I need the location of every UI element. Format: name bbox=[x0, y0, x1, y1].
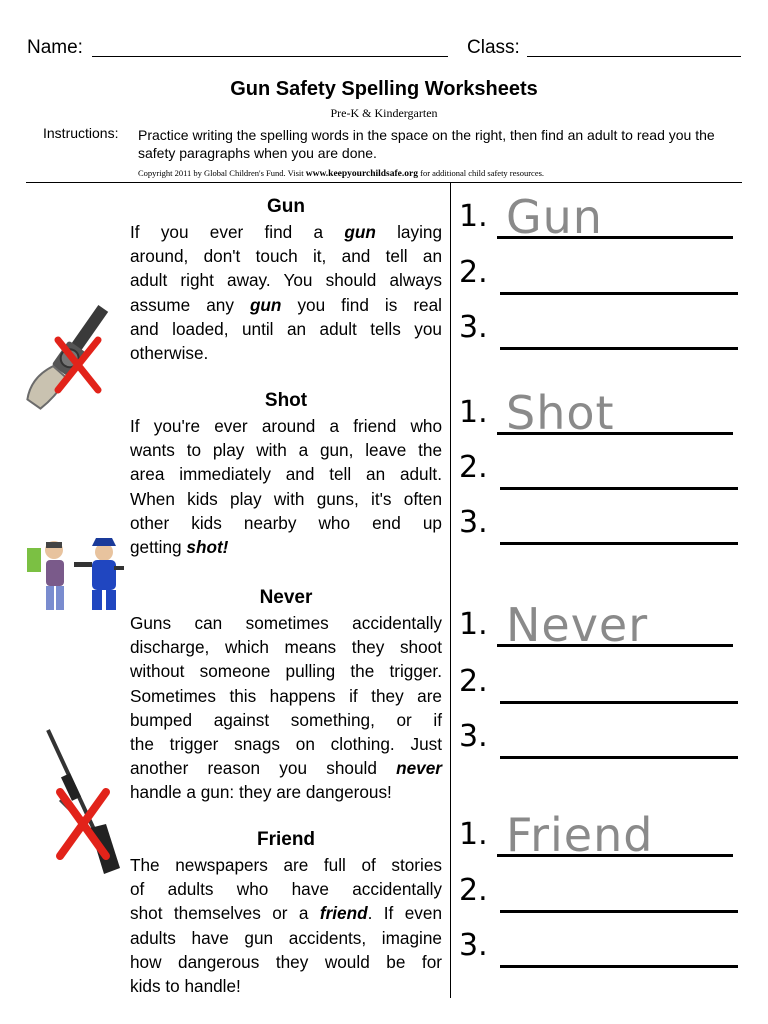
section-title: Friend bbox=[256, 829, 316, 850]
paragraph-line: adults have gun accidents, imagine bbox=[130, 927, 442, 948]
paragraph-line: of adults who have accidentally bbox=[130, 879, 442, 900]
writing-line[interactable] bbox=[500, 341, 738, 350]
paragraph-line: without someone pulling the trigger. bbox=[130, 661, 442, 682]
paragraph-line: Guns can sometimes accidentally bbox=[130, 613, 442, 633]
paragraph-line: If you ever find a gun laying bbox=[130, 222, 443, 242]
paragraph-line: wants to play with a gun, leave the bbox=[130, 440, 442, 461]
class-field[interactable] bbox=[527, 38, 741, 57]
paragraph-line: another reason you should never bbox=[130, 758, 442, 779]
name-field[interactable] bbox=[92, 38, 448, 57]
header-divider bbox=[26, 182, 742, 183]
writing-line[interactable] bbox=[500, 536, 738, 545]
trace-word: Never bbox=[506, 598, 649, 652]
row-number: 3. bbox=[459, 719, 488, 754]
name-label: Name: bbox=[27, 37, 83, 58]
row-number: 2. bbox=[459, 664, 488, 699]
emphasized-word: gun bbox=[344, 222, 376, 242]
writing-line[interactable] bbox=[500, 286, 738, 295]
paragraph-line: other kids nearby who end up bbox=[130, 512, 442, 533]
writing-line[interactable] bbox=[500, 750, 738, 759]
row-number: 1. bbox=[459, 817, 488, 852]
row-number: 1. bbox=[459, 199, 488, 234]
copyright-notice: Copyright 2011 by Global Children's Fund. Visit www.keepyourchildsafe.org for additional child safety resources. bbox=[138, 168, 545, 179]
paragraph-line: When kids play with guns, it's often bbox=[130, 488, 442, 509]
paragraph-line: assume any gun you find is real bbox=[130, 294, 442, 315]
paragraph-line: kids to handle! bbox=[130, 976, 241, 997]
section-paragraph bbox=[130, 414, 442, 559]
section-paragraph bbox=[130, 853, 442, 998]
emphasized-word: gun bbox=[249, 294, 282, 315]
section-paragraph bbox=[130, 220, 442, 365]
paragraph-line: getting shot! bbox=[130, 537, 229, 558]
row-number: 2. bbox=[459, 450, 488, 485]
paragraph-line: Sometimes this happens if they are bbox=[130, 685, 442, 706]
writing-line[interactable] bbox=[500, 904, 738, 913]
paragraph-line: adult right away. You should always bbox=[130, 270, 442, 291]
paragraph-line: shot themselves or a friend. If even bbox=[130, 903, 443, 924]
website-link[interactable]: www.keepyourchildsafe.org bbox=[305, 169, 418, 179]
page-subtitle: Pre-K & Kindergarten bbox=[330, 106, 438, 120]
row-number: 2. bbox=[459, 873, 488, 908]
paragraph-line: If you're ever around a friend who bbox=[130, 416, 442, 436]
section-title: Gun bbox=[267, 196, 305, 217]
section-title: Never bbox=[259, 587, 313, 608]
trace-word: Gun bbox=[506, 190, 603, 244]
paragraph-line: the trigger snags on clothing. Just bbox=[130, 734, 442, 755]
column-divider bbox=[450, 183, 451, 998]
writing-line[interactable] bbox=[500, 481, 738, 490]
paragraph-line: and loaded, until an adult tells you bbox=[130, 318, 442, 339]
revolver-crossed-icon bbox=[30, 296, 110, 426]
trace-word: Shot bbox=[506, 386, 615, 440]
row-number: 3. bbox=[459, 310, 488, 345]
emphasized-word: shot! bbox=[186, 537, 229, 558]
paragraph-line: around, don't touch it, and tell an bbox=[130, 246, 442, 267]
row-number: 3. bbox=[459, 928, 488, 963]
paragraph-line: area immediately and tell an adult. bbox=[130, 464, 442, 485]
emphasized-word: friend bbox=[319, 903, 368, 924]
paragraph-line: otherwise. bbox=[130, 343, 209, 364]
paragraph-line: bumped against something, or if bbox=[130, 709, 442, 730]
class-label: Class: bbox=[467, 37, 520, 58]
paragraph-line: how dangerous they would be for bbox=[130, 951, 442, 972]
writing-line[interactable] bbox=[500, 959, 738, 968]
paragraph-line: The newspapers are full of stories bbox=[130, 855, 442, 875]
row-number: 1. bbox=[459, 607, 488, 642]
row-number: 1. bbox=[459, 395, 488, 430]
robber-and-police-icon bbox=[24, 536, 126, 616]
instructions-label: Instructions: bbox=[43, 125, 119, 141]
section-paragraph bbox=[130, 611, 442, 805]
rifle-crossed-icon bbox=[40, 728, 126, 878]
paragraph-line: discharge, which means they shoot bbox=[130, 637, 442, 658]
paragraph-line: handle a gun: they are dangerous! bbox=[130, 782, 392, 803]
section-title: Shot bbox=[264, 390, 308, 411]
emphasized-word: never bbox=[396, 758, 442, 779]
page-title: Gun Safety Spelling Worksheets bbox=[230, 78, 538, 100]
writing-line[interactable] bbox=[500, 695, 738, 704]
instructions-text: Practice writing the spelling words in the space on the right, then find an adult to read you the safety paragraphs when you are done. bbox=[138, 127, 715, 161]
row-number: 3. bbox=[459, 505, 488, 540]
row-number: 2. bbox=[459, 255, 488, 290]
trace-word: Friend bbox=[506, 808, 654, 862]
